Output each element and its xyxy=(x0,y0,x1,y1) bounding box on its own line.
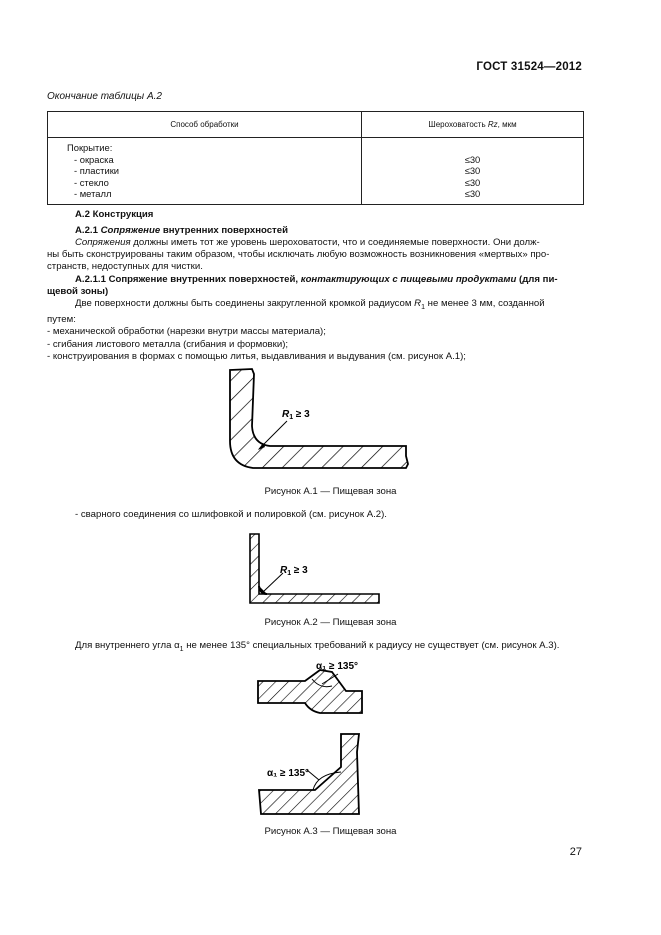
table-row-method: - окраска xyxy=(74,153,114,165)
section-heading-a2: А.2 Конструкция xyxy=(75,209,154,220)
figure-a3-top-label: α₁ ≥ 135° xyxy=(316,661,359,672)
figure-a1-profile xyxy=(230,369,408,468)
table-row-method: - пластики xyxy=(74,165,120,177)
table-row-value: ≤30 xyxy=(464,165,481,177)
page-number: 27 xyxy=(569,846,582,858)
figure-a2-caption: Рисунок А.2 — Пищевая зона xyxy=(264,617,397,628)
table-row-value: ≤30 xyxy=(464,188,481,200)
figure-a3-bottom-label: α₁ ≥ 135° xyxy=(267,768,310,779)
welding-text: - сварного соединения со шлифовкой и полировкой (см. рисунок А.2). xyxy=(75,509,387,520)
angle-text: Для внутреннего угла $\alpha_1$ не менее 135° специальных требований к радиусу не существует (см. рисунок А.3). xyxy=(75,640,560,653)
figure-a3-top-profile xyxy=(258,670,362,713)
figure-a2-profile xyxy=(250,534,379,603)
paragraph-rounding: Две поверхности должны быть соединены закругленной кромкой радиусом $R_1$ не менее 3 мм, созданной путем: - механической обработки (нарезки внутри массы материала); - сгибания листового металла (сгибания и формовки); - конструирования в формах с помощью литья, выдавливания и выдувания (см. рисунок А.1); xyxy=(47,298,584,363)
roughness-table xyxy=(47,111,584,205)
figure-a3-bottom-drawing xyxy=(255,732,385,820)
table-cell-values xyxy=(362,138,584,205)
table-row-method: - металл xyxy=(74,188,112,200)
figure-a3-caption: Рисунок А.3 — Пищевая зона xyxy=(264,826,397,837)
document-header: ГОСТ 31524—2012 xyxy=(476,61,582,73)
figure-a2-drawing xyxy=(245,531,385,611)
table-row-value: ≤30 xyxy=(464,176,481,188)
table-header-roughness: Шероховатость Rz, мкм xyxy=(362,112,584,138)
figure-a1-caption: Рисунок А.1 — Пищевая зона xyxy=(264,486,397,497)
section-heading-a211: А.2.1.1 Сопряжение внутренних поверхностей, контактирующих с пищевыми продуктами (для пи- щевой зоны) xyxy=(47,274,558,298)
section-heading-a21: А.2.1 Сопряжение внутренних поверхностей xyxy=(75,225,288,236)
figure-a2-label: $R_1 \ge 3$ xyxy=(280,565,308,577)
table-caption: Окончание таблицы А.2 xyxy=(47,91,162,102)
table-row-method: - стекло xyxy=(74,176,109,188)
paragraph-conjugations: Сопряжения должны иметь тот же уровень шероховатости, что и соединяемые поверхности. Они долж- ны быть сконструированы таким образом, чтобы исключать любую возможность возникновения «мертвых» про- странств, недоступных для чистки. xyxy=(47,237,550,273)
figure-a1-drawing xyxy=(225,366,415,470)
method-item: - механической обработки (нарезки внутри массы материала); xyxy=(47,326,326,338)
method-item: - сгибания листового металла (сгибания и формовки); xyxy=(47,338,289,350)
figure-a1-label: $R_1 \ge 3$ xyxy=(282,409,310,421)
table-cell-methods xyxy=(48,138,362,205)
figure-a3-top-drawing xyxy=(250,656,375,718)
table-group-label: Покрытие: xyxy=(67,142,113,153)
method-item: - конструирования в формах с помощью литья, выдавливания и выдувания (см. рисунок А.1); xyxy=(47,350,466,362)
table-row-value: ≤30 xyxy=(464,153,481,165)
table-header-method: Способ обработки xyxy=(48,112,362,138)
